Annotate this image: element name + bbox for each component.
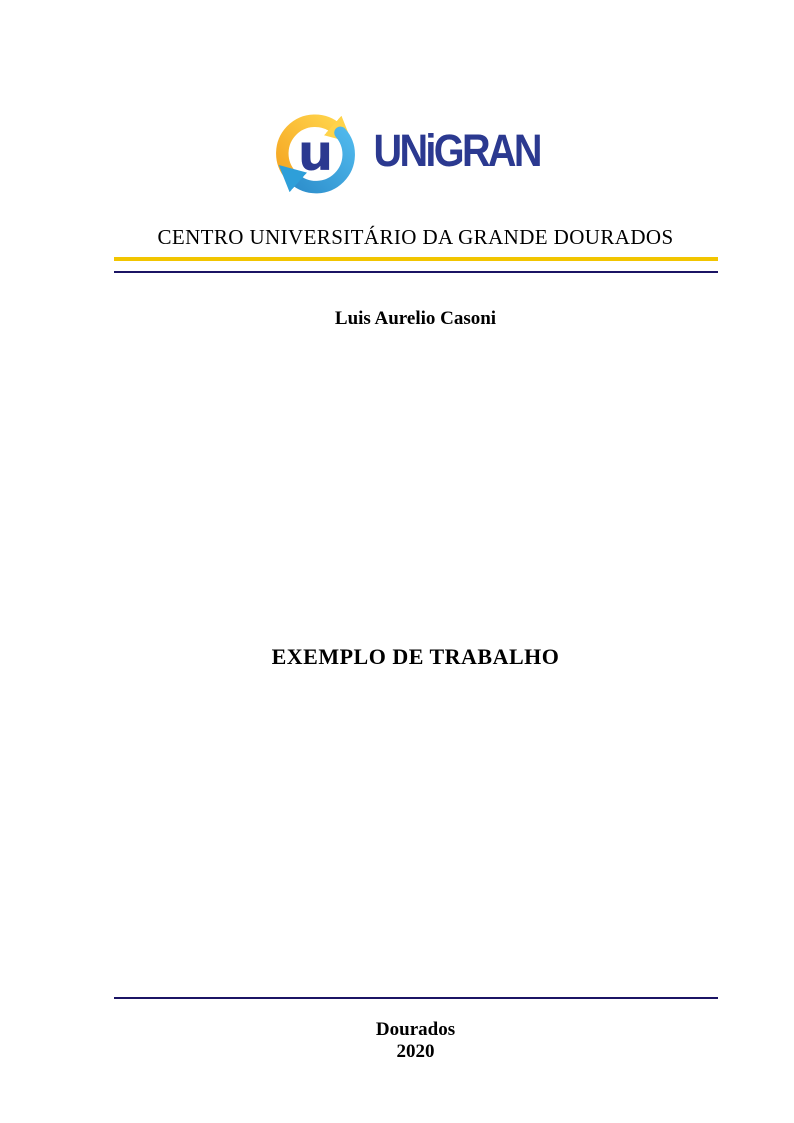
- author-name: Luis Aurelio Casoni: [334, 308, 497, 329]
- unigran-logo: [268, 104, 563, 200]
- year: 2020: [396, 1041, 435, 1062]
- city: Dourados: [375, 1019, 456, 1040]
- gold-rule: [114, 257, 718, 261]
- bottom-rule: [114, 997, 718, 999]
- work-title: EXEMPLO DE TRABALHO: [271, 644, 560, 669]
- unigran-logo-mark-icon: [268, 104, 364, 200]
- navy-rule: [114, 271, 718, 273]
- institution-name: CENTRO UNIVERSITÁRIO DA GRANDE DOURADOS: [157, 225, 674, 249]
- unigran-wordmark: UNiGRAN: [373, 124, 540, 176]
- logo-mark-letter: u: [297, 124, 334, 183]
